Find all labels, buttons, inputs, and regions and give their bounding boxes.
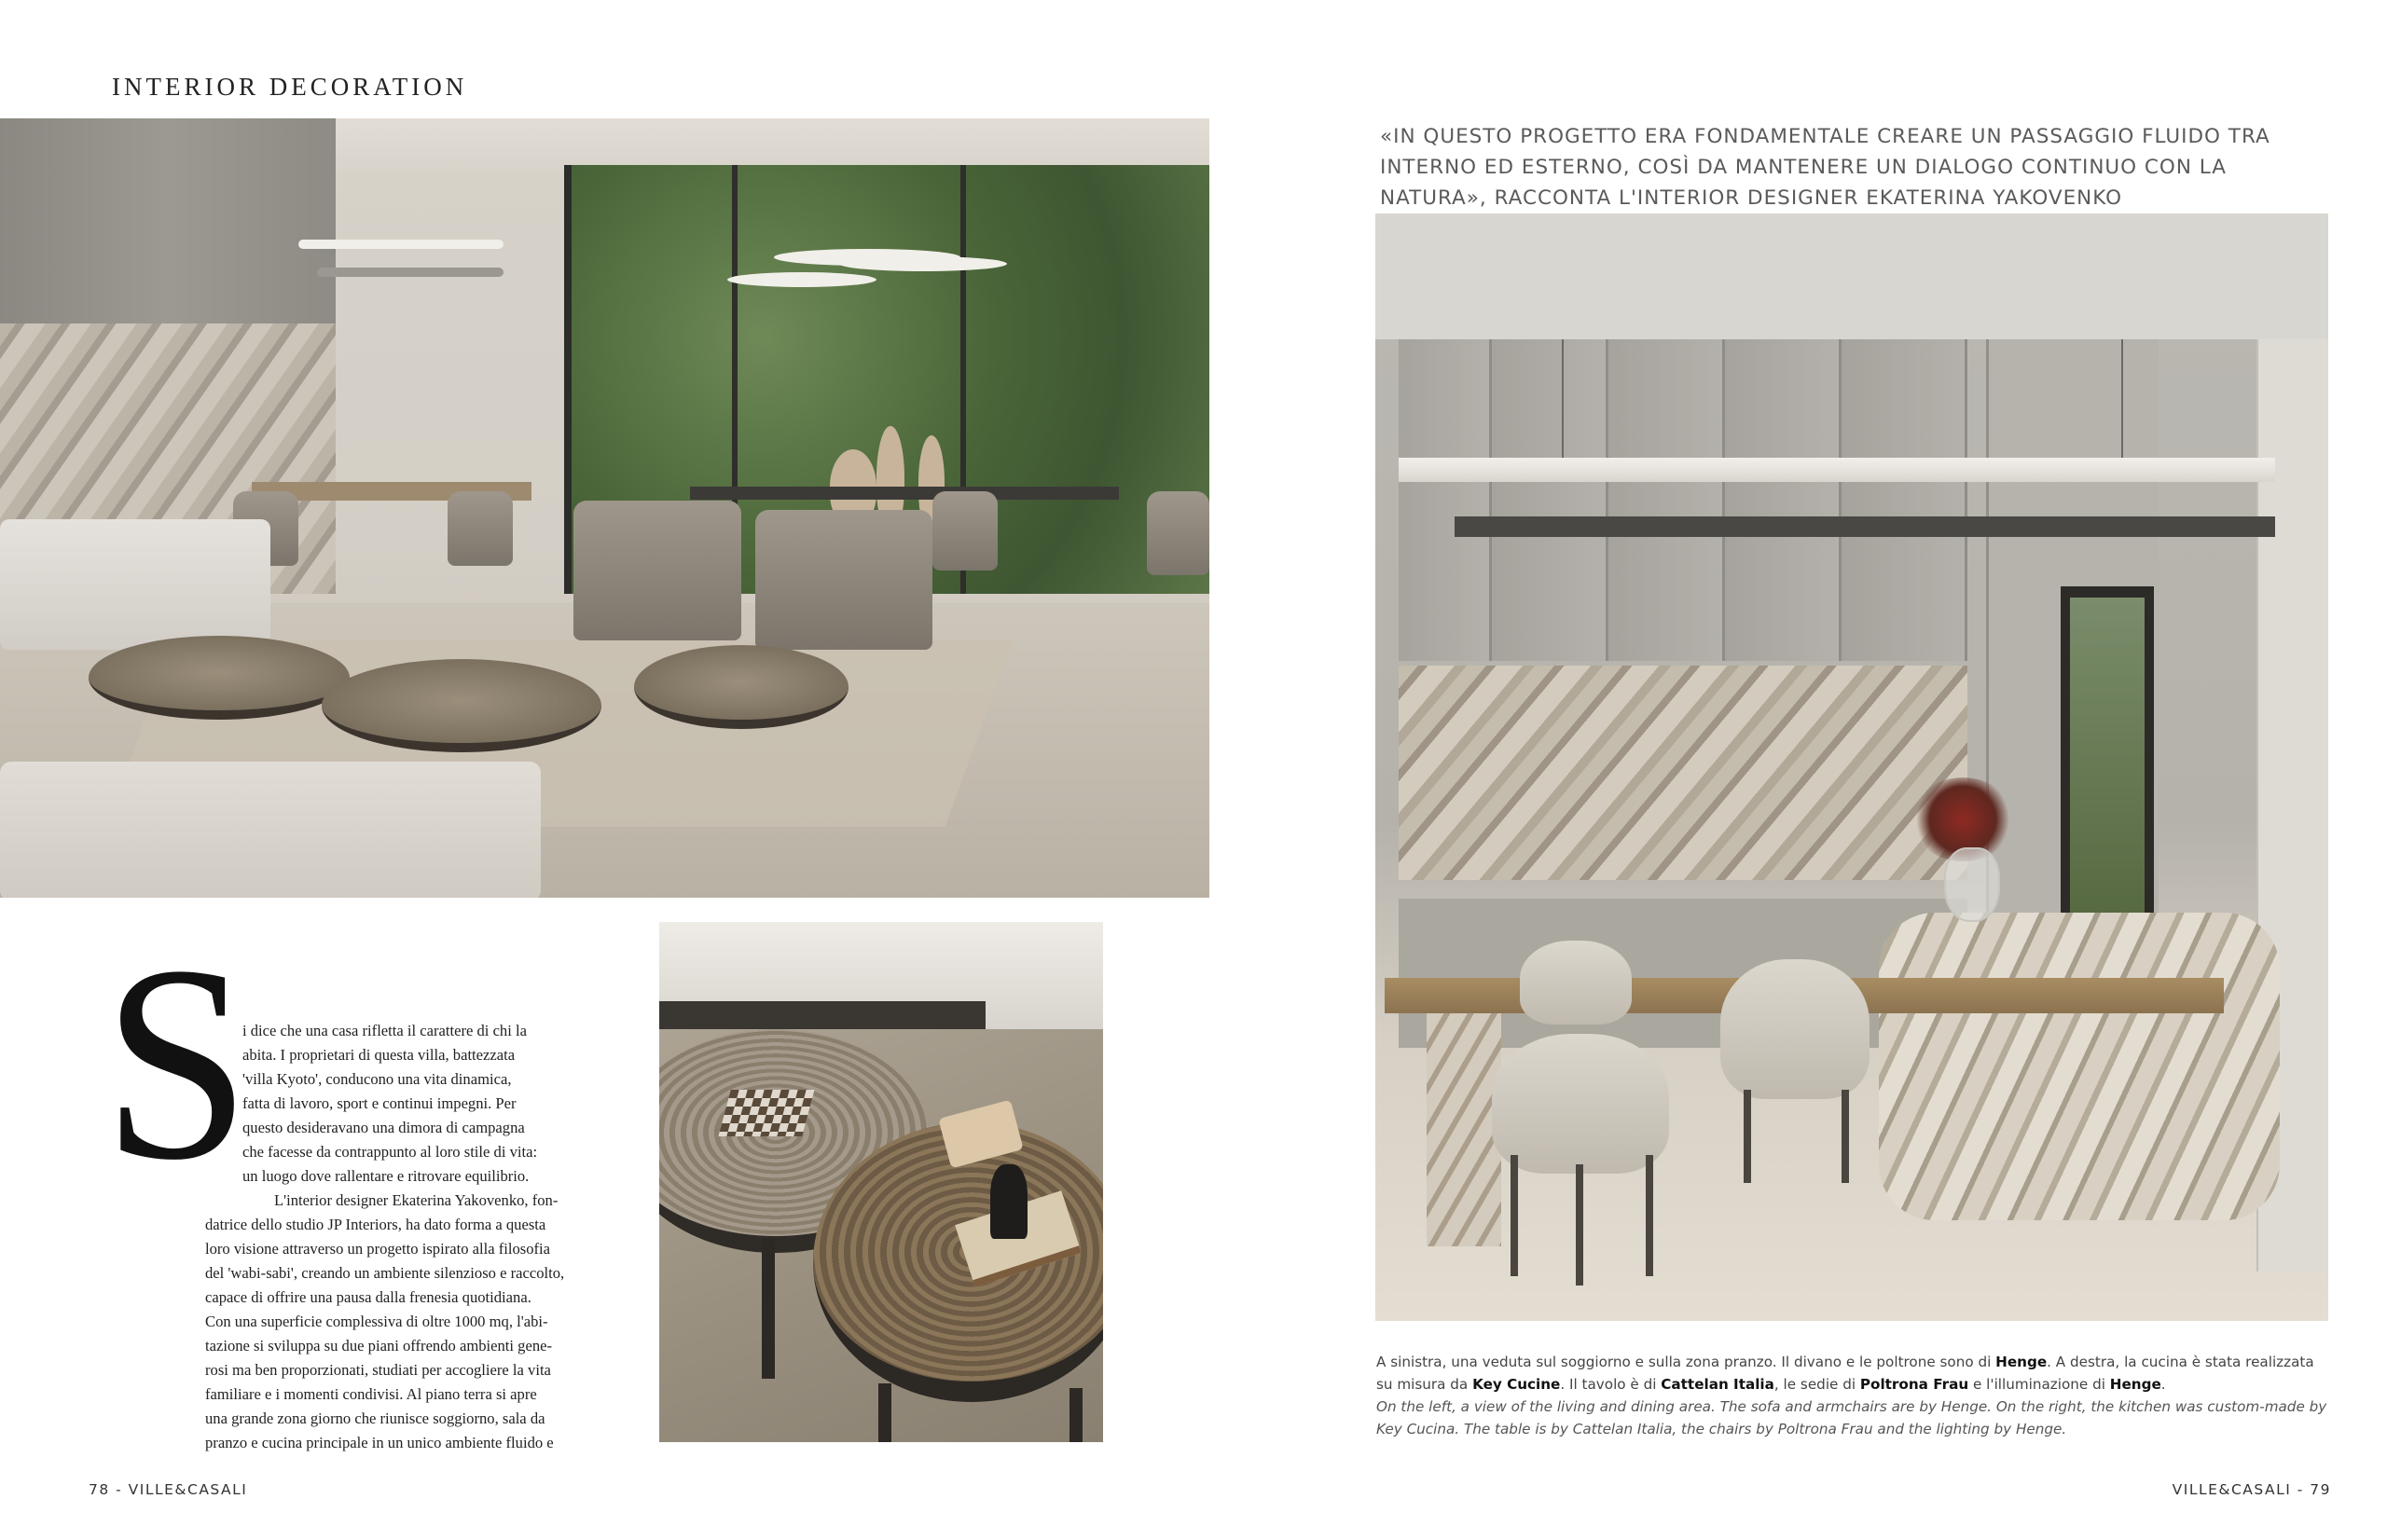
caption-italian: A sinistra, una veduta sul soggiorno e sulla zona pranzo. Il divano e le poltrone sono di Henge. A destra, la cucina è stata realizzata su misura da Key Cucine. Il tavolo è di Cattelan Italia, le sedie di Poltrona Frau e l'illuminazione di Henge. [1376,1354,2314,1393]
brand-poltrona-frau: Poltrona Frau [1859,1376,1969,1393]
article-line: datrice dello studio JP Interiors, ha dato forma a questa [205,1216,546,1233]
caption-english: On the left, a view of the living and dining area. The sofa and armchairs are by Henge. On the right, the kitchen was custom-made by Key Cucina. The table is by Cattelan Italia, the chairs by Poltrona Frau and the lighting by Henge. [1376,1398,2327,1437]
article-line: pranzo e cucina principale in un unico ambiente fluido e [205,1434,554,1451]
pull-quote: «IN QUESTO PROGETTO ERA FONDAMENTALE CREARE UN PASSAGGIO FLUIDO TRA INTERNO ED ESTERNO, COSÌ DA MANTENERE UN DIALOGO CONTINUO CON LA NATURA», RACCONTA L'INTERIOR DESIGNER EKATERINA YAKOVENKO [1380,125,2270,210]
article-line: questo desideravano una dimora di campagna [242,1119,525,1136]
article-line: familiare e i momenti condivisi. Al piano terra si apre [205,1385,537,1403]
brand-cattelan: Cattelan Italia [1661,1376,1774,1393]
article-line: rosi ma ben proporzionati, studiati per accogliere la vita [205,1361,551,1379]
article-line: Con una superficie complessiva di oltre 1000 mq, l'abi- [205,1313,548,1330]
article-line: tazione si sviluppa su due piani offrendo ambienti gene- [205,1337,553,1354]
article-line: i dice che una casa rifletta il carattere di chi la [242,1022,527,1039]
article-line: capace di offrire una pausa dalla frenesia quotidiana. [205,1288,531,1306]
article-line: 'villa Kyoto', conducono una vita dinamica, [242,1070,512,1088]
article-line: un luogo dove rallentare e ritrovare equilibrio. [242,1167,530,1185]
section-title: INTERIOR DECORATION [112,73,468,101]
article-line: loro visione attraverso un progetto ispirato alla filosofia [205,1240,551,1258]
brand-henge: Henge [1995,1354,2048,1370]
brand-henge-lighting: Henge [2109,1376,2161,1393]
article-line: abita. I proprietari di questa villa, battezzata [242,1046,516,1064]
drop-cap: S [103,908,251,1217]
coffee-tables-photo [659,922,1103,1442]
article-line: una grande zona giorno che riunisce soggiorno, sala da [205,1409,545,1427]
article-line: del 'wabi-sabi', creando un ambiente silenzioso e raccolto, [205,1264,565,1282]
article-body [205,1019,589,1455]
article-line: fatta di lavoro, sport e continui impegni. Per [242,1094,517,1112]
folio-left: 78 - VILLE&CASALI [89,1481,248,1498]
brand-key-cucine: Key Cucine [1472,1376,1561,1393]
living-room-photo [0,118,1209,898]
article-line: che facesse da contrappunto al loro stile di vita: [242,1143,538,1161]
folio-right: VILLE&CASALI - 79 [2172,1481,2331,1498]
article-line: L'interior designer Ekaterina Yakovenko, fon- [274,1191,559,1209]
kitchen-photo [1375,213,2328,1321]
